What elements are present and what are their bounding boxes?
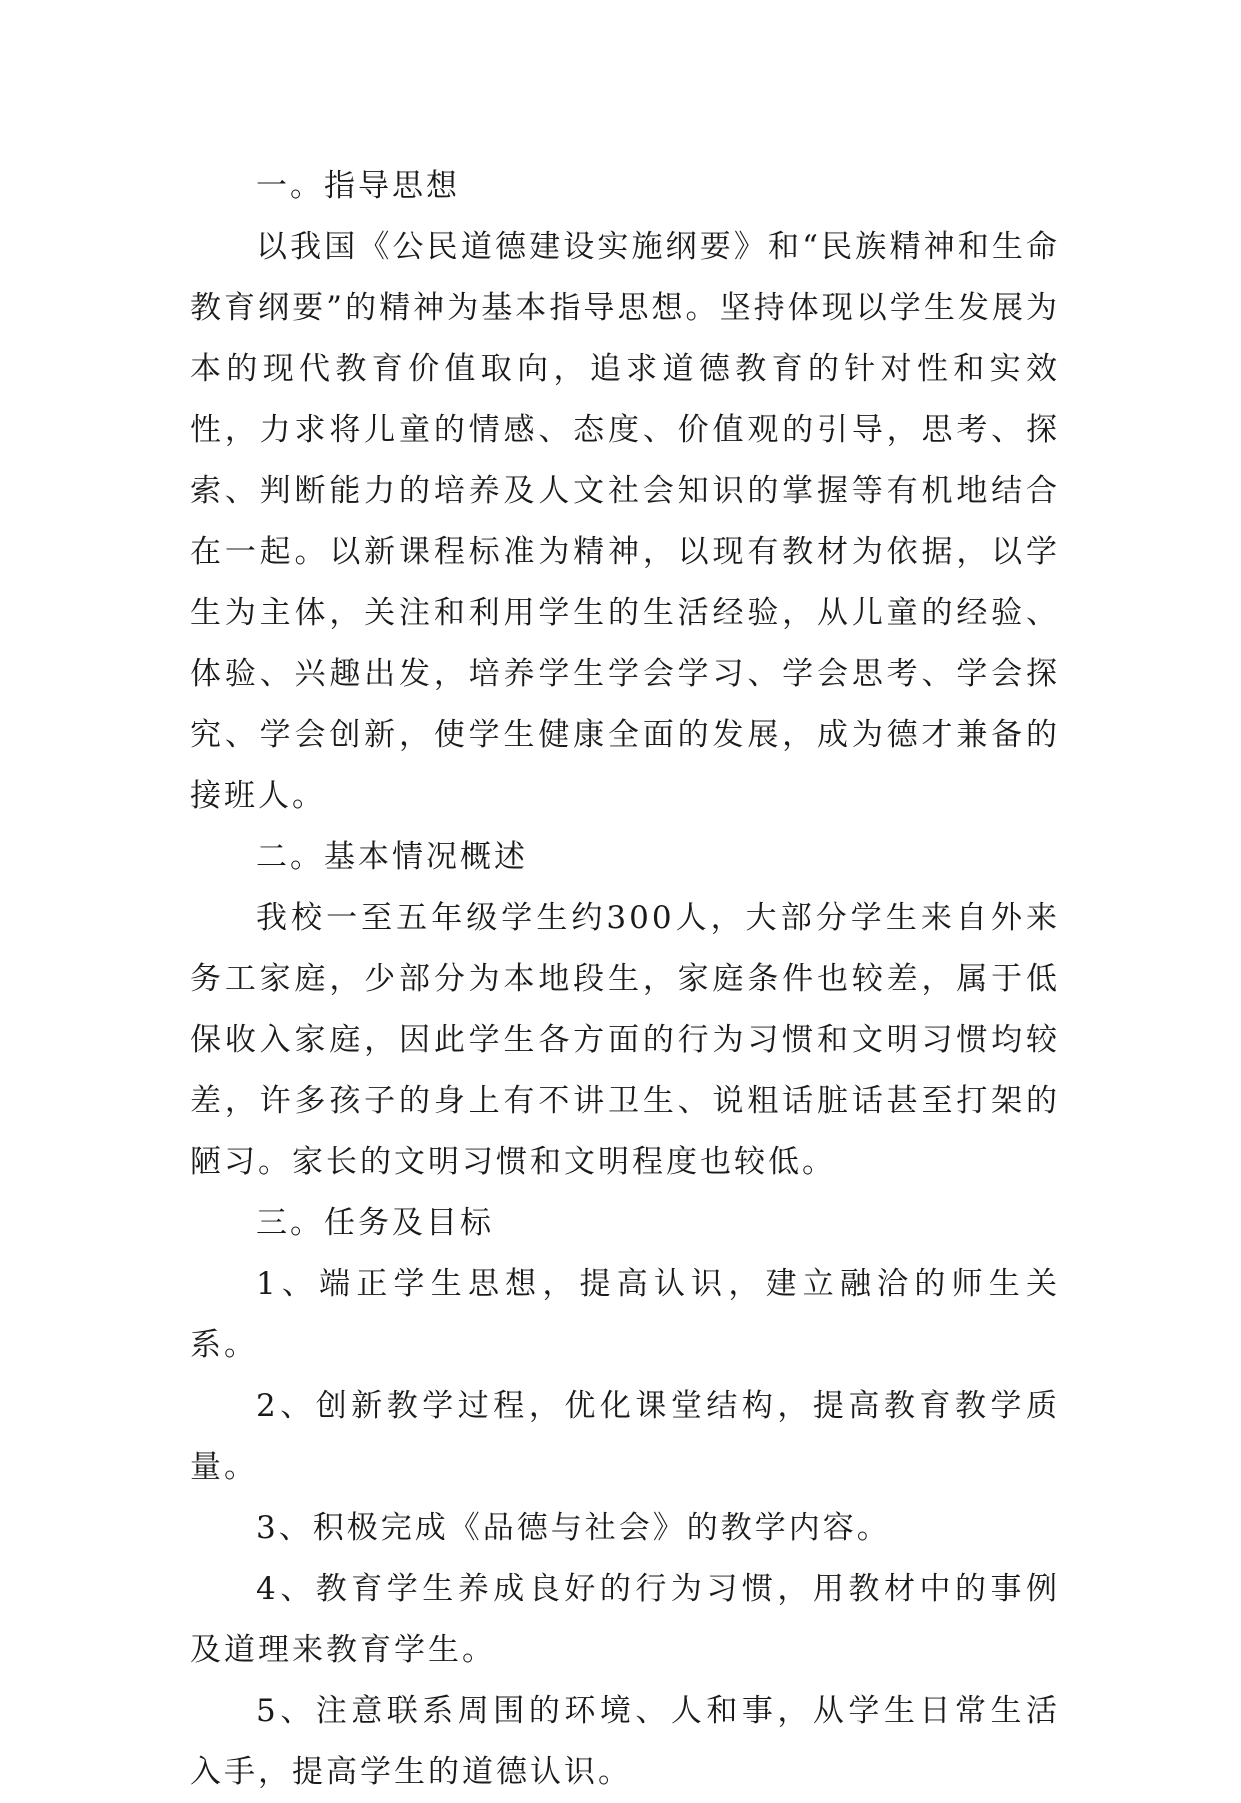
section-heading-guiding-ideology: 一。指导思想 <box>256 168 460 204</box>
document-page <box>190 156 1060 1803</box>
section-heading-basic-situation: 二。基本情况概述 <box>256 839 528 875</box>
goal-item-4: 4、教育学生养成良好的行为习惯，用教材中的事例及道理来教育学生。 <box>190 1571 1060 1668</box>
goal-item-3: 3、积极完成《品德与社会》的教学内容。 <box>256 1510 891 1546</box>
section-heading-tasks-goals: 三。任务及目标 <box>256 1205 494 1241</box>
section-body-basic-situation: 我校一至五年级学生约300人，大部分学生来自外来务工家庭，少部分为本地段生，家庭条件也较差，属于低保收入家庭，因此学生各方面的行为习惯和文明习惯均较差，许多孩子的身上有不讲卫生、说粗话脏话甚至打架的陋习。家长的文明习惯和文明程度也较低。 <box>190 900 1060 1180</box>
goal-item-1: 1、端正学生思想，提高认识，建立融洽的师生关系。 <box>190 1266 1060 1363</box>
goal-item-5: 5、注意联系周围的环境、人和事，从学生日常生活入手，提高学生的道德认识。 <box>190 1693 1060 1790</box>
goal-item-2: 2、创新教学过程，优化课堂结构，提高教育教学质量。 <box>190 1388 1060 1485</box>
section-body-guiding-ideology: 以我国《公民道德建设实施纲要》和“民族精神和生命教育纲要”的精神为基本指导思想。坚持体现以学生发展为本的现代教育价值取向，追求道德教育的针对性和实效性，力求将儿童的情感、态度、价值观的引导，思考、探索、判断能力的培养及人文社会知识的掌握等有机地结合在一起。以新课程标准为精神，以现有教材为依据，以学生为主体，关注和利用学生的生活经验，从儿童的经验、体验、兴趣出发，培养学生学会学习、学会思考、学会探究、学会创新，使学生健康全面的发展，成为德才兼备的接班人。 <box>190 229 1060 814</box>
